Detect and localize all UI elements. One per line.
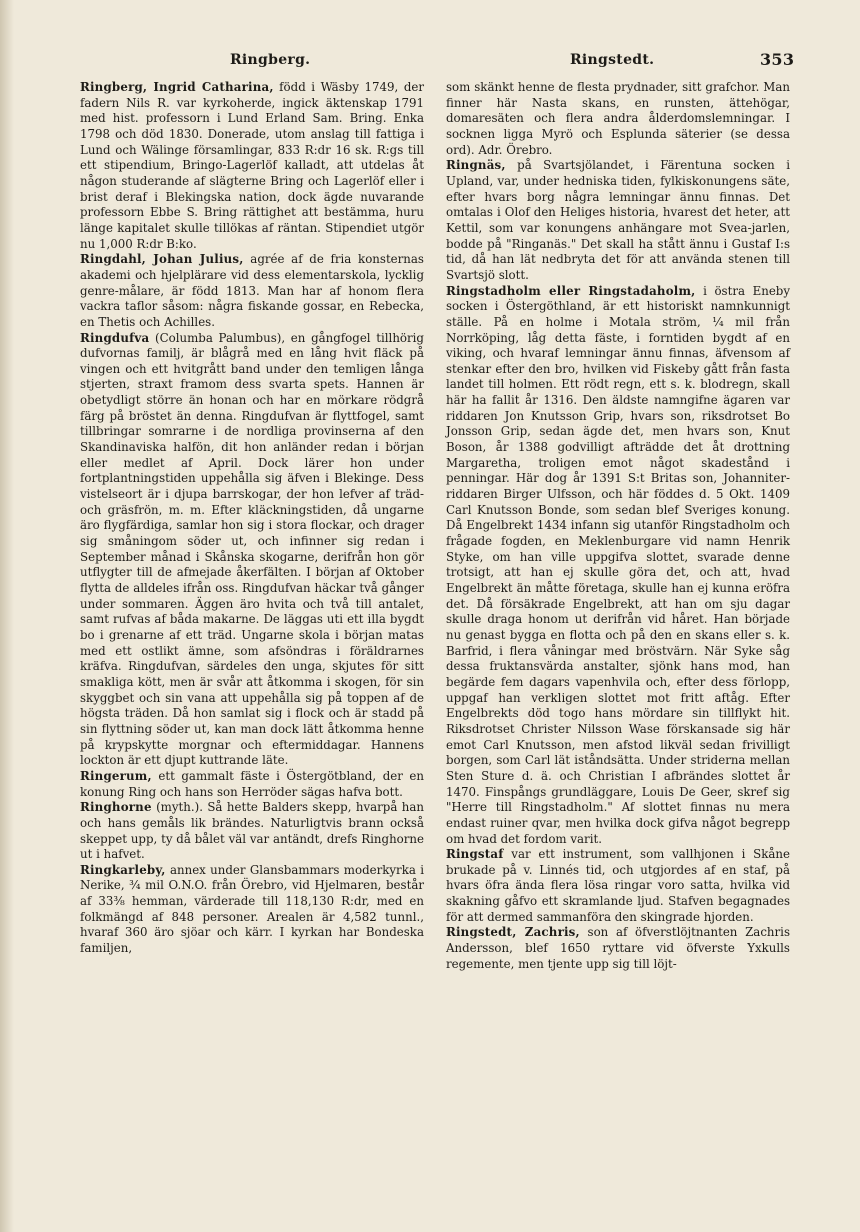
entry-text: agrée af de fria konsternas akademi och hjelplärare vid dess elementarskola, lycklig genre-målare, är född 1813. Man har af honom flera vackra taflor såsom: några fiskande gossar, en Rebecka, en Thetis och Achilles. [80,252,424,329]
entry-headword: Ringdahl, Johan Julius, [80,252,244,267]
entry-ringstedt [446,925,790,972]
entry-headword: Ringberg, Ingrid Catharina, [80,80,274,94]
entry-text: (Columba Palumbus), en gångfogel tillhörig dufvornas familj, är blågrå med en lång hvit fläck på vingen och ett hvitgrått band under den temligen långa stjerten, straxt framom dess svarta spets. Hannen är obetydligt större än honan och har en mörkare rödgrå färg på bröstet än denna. Ringdufvan är flyttfogel, samt tillbringar somrarne i de nordliga provinserna af den Skandinaviska halfön, dit hon anländer redan i början eller medlet af April. Dock lärer hon under fortplantningstiden uppehålla sig äfven i Blekinge. Dess vistelseort är i djupa barrskogar, der hon lefver af träd- och gräsfrön, m. m. Efter kläckningstiden, då ungarne äro flygfärdiga, samlar hon sig i stora flockar, och drager sig småningom söder ut, och infinner sig redan i September månad i Skånska skogarne, derifrån hon gör utflygter till de afmejade åkerfälten. I början af Oktober flytta de alldeles ifrån oss. Ringdufvan häckar två gånger under sommaren. Äggen äro hvita och två till antalet, samt rufvas af båda makarne. De läggas uti ett illa bygdt bo i grenarne af ett träd. Ungarne skola i början matas med ett ostlikt ämne, som afsöndras i föräldrarnes kräfva. Ringdufvan, särdeles den unga, skjutes för sitt smakliga kött, men är svår att åtkomma i skogen, för sin skyggbet och sin vana att uppehålla sig på toppen af de högsta träden. Då hon samlat sig i flock och är stadd på sin flyttning söder ut, kan man dock lätt åtkomma henne på krypskytte morgnar och eftermiddagar. Hannens lockton är ett djupt kuttrande läte. [80,330,424,768]
entry-headword: Ringkarleby, [80,862,166,877]
entry-ringstadholm [446,284,790,848]
entry-text: i östra Eneby socken i Östergöthland, är ett historiskt namnkunnigt ställe. På en holme i Motala ström, ¼ mil från Norrköping, låg detta fäste, i forntiden bygdt af en viking, och hvaraf lemningar ännu finnas, äfvensom af stenkar efter den bro, hvilken vid Fiskeby gått från fasta landet till holmen. Ett rödt regn, ett s. k. blodregn, skall här ha fallit år 1316. Den äldste namngifne ägaren var riddaren Jon Knutsson Grip, hvars son, riksdrotset Bo Jonsson Grip, sedan ägde det, men hvars son, Knut Boson, år 1388 godvilligt afträdde det åt drottning Margaretha, troligen emot något skadestånd i penningar. Här dog år 1391 S:t Britas son, Johanniter-riddaren Birger Ulfsson, och här föddes d. 5 Okt. 1409 Carl Knutsson Bonde, som sedan blef Sveriges konung. Då Engelbrekt 1434 infann sig utanför Ringstadholm och frågade fogden, en Meklenburgare vid namn Henrik Styke, om han ville uppgifva slottet, svarade denne trotsigt, att han ej skulle göra det, och att, hvad Engelbrekt än måtte företaga, skulle han ej kunna eröfra det. Då försäkrade Engelbrekt, att han om sju dagar skulle draga honom ut derifrån vid håret. Han började nu genast bygga en flotta och på den en skans eller s. k. Barfrid, i flera våningar med bröstvärn. När Syke såg dessa fruktansvärda anstalter, sjönk hans mod, han begärde fem dagars vapenhvila och, efter dess förlopp, uppgaf han verkligen slottet mot fritt aftåg. Efter Engelbrekts död togo hans mördare sin tillflykt hit. Riksdrotset Christer Nilsson Wase förskansade sig här emot Carl Knutsson, men afstod likväl sedan frivilligt borgen, som Carl lät iståndsätta. Under striderna mellan Sten Sture d. ä. och Christian I afbrändes slottet år 1470. Finspångs grundläggare, Louis De Geer, skref sig "Herre till Ringstadholm." Af slottet finnas nu mera endast ruiner qvar, men hvilka dock gifva något begrepp om hvad det fordom varit. [446,283,791,846]
entry-text: ett gammalt fäste i Östergötbland, der en konung Ring och hans son Herröder sägas hafva bott. [80,768,425,799]
entry-ringdahl [80,252,424,330]
entry-ringberg [80,80,424,252]
running-header-left: Ringberg. [230,52,311,68]
right-column [446,80,790,972]
entry-text: som skänkt henne de flesta prydnader, sitt grafchor. Man finner här Nasta skans, en runsten, ättehögar, domaresäten och flera andra ålderdomslemningar. I socknen ligga Myrö och Esplunda säterier (se dessa ord). Adr. Örebro. [446,80,790,157]
entry-ringkarleby [80,863,424,957]
entry-text: (myth.). Så hette Balders skepp, hvarpå han och hans gemåls lik brändes. Naturligtvis brann också skeppet upp, ty då bålet väl var antändt, drefs Ringhorne ut i hafvet. [80,800,424,862]
entry-ringhorne [80,800,424,863]
entry-ringkarleby-continued [446,80,790,158]
entry-headword: Ringnäs, [446,158,506,173]
left-column [80,80,424,957]
entry-headword: Ringstedt, Zachris, [446,925,580,940]
entry-headword: Ringhorne [80,800,152,815]
running-header-right: Ringstedt. [570,52,655,68]
entry-headword: Ringstaf [446,847,504,862]
entry-text: son af öfverstlöjtnanten Zachris Andersson, blef 1650 ryttare vid öfverste Yxkulls regemente, men tjente upp sig till löjt- [446,925,790,971]
entry-text: på Svartsjölandet, i Färentuna socken i Upland, var, under hedniska tiden, fylkiskonungens säte, efter hvars borg några lemningar ännu finnas. Det omtalas i Olof den Heliges historia, hvarest det heter, att Kettil, som var konungens anhängare mot Svea-jarlen, bodde på "Ringanäs." Det skall ha stått ännu i Gustaf I:s tid, då han lät nedbryta det för att använda stenen till Svartsjö slott. [446,158,790,282]
entry-headword: Ringdufva [80,330,150,345]
entry-ringerum [80,769,424,800]
entry-headword: Ringstadholm eller Ringstadaholm, [446,283,696,298]
page-number: 353 [760,50,795,69]
entry-headword: Ringerum, [80,768,152,783]
entry-ringstaf [446,847,790,925]
entry-text: född i Wäsby 1749, der fadern Nils R. var kyrkoherde, ingick äktenskap 1791 med hist. professorn i Lund Erland Sam. Bring. Enka 1798 och död 1830. Donerade, utom anslag till fattiga i Lund och Wälinge församlingar, 833 R:dr 16 sk. R:gs till ett stipendium, Bringo-Lagerlöf kalladt, att utdelas åt någon studerande af slägterne Bring och Lagerlöf eller i brist deraf i Blekingska nation, dock ägde nuvarande professorn Ebbe S. Bring rättighet att bestämma, huru länge kapitalet skulle tillökas af räntan. Stipendiet utgör nu 1,000 R:dr B:ko. [80,80,424,251]
entry-text: annex under Glansbammars moderkyrka i Nerike, ¾ mil O.N.O. från Örebro, vid Hjelmaren, består af 33⅜ hemman, värderade till 118,130 R:dr, med en folkmängd af 848 personer. Arealen är 4,582 tunnl., hvaraf 360 äro sjöar och kärr. I kyrkan har Bondeska familjen, [80,862,424,956]
entry-ringnas [446,158,790,283]
entry-ringdufva [80,331,424,769]
entry-text: var ett instrument, som vallhjonen i Skåne brukade på v. Linnés tid, och utgjordes af en staf, på hvars öfra ända flera lösa ringar voro satta, hvilka vid skakning gåfvo ett skramlande ljud. Stafven begagnades för att dermed sammanföra den skingrade hjorden. [446,847,791,924]
